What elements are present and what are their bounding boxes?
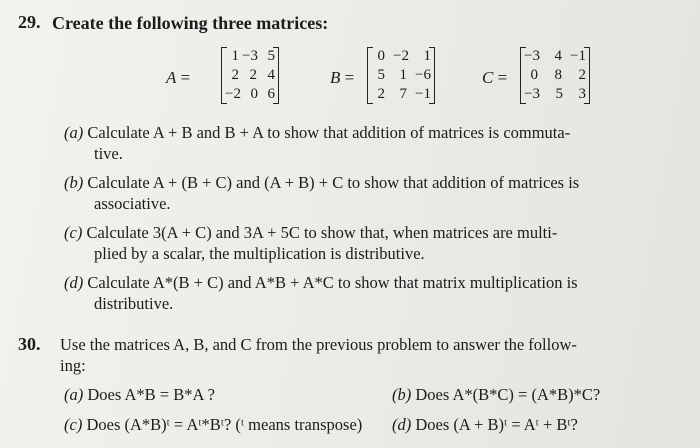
matrix-b-row-2: 5 1 −6: [377, 67, 431, 83]
question-30a: (a) Does A*B = B*A ?: [64, 385, 215, 404]
problem-30-intro: Use the matrices A, B, and C from the previous problem to answer the follow- ing:: [60, 335, 577, 375]
matrix-a-row-3: −2 0 6: [225, 86, 275, 102]
problem-30-number: 30.: [18, 334, 41, 354]
matrix-a-row-1: 1 −3 5: [231, 48, 275, 64]
matrix-a: [221, 47, 279, 104]
question-30d: (d) Does (A + B)ᵗ = Aᵗ + Bᵗ?: [392, 415, 578, 434]
question-30b: (b) Does A*(B*C) = (A*B)*C?: [392, 385, 601, 404]
problem-29-title: Create the following three matrices:: [52, 13, 329, 33]
matrix-c: [520, 47, 590, 104]
part-29c: (c) Calculate 3(A + C) and 3A + 5C to show that, when matrices are multi- plied by a scalar, the multiplication is distributive.: [64, 223, 558, 263]
question-30c: (c) Does (A*B)ᵗ = Aᵗ*Bᵗ? (ᵗ means transpose): [64, 415, 363, 434]
matrix-b-row-3: 2 7 −1: [377, 86, 431, 102]
matrix-c-row-3: −3 5 3: [524, 86, 586, 102]
part-29d: (d) Calculate A*(B + C) and A*B + A*C to show that matrix multiplication is distributive.: [64, 273, 578, 313]
matrix-b: [367, 47, 435, 104]
matrix-c-label: C =: [482, 68, 508, 87]
matrix-c-row-1: −3 4 −1: [524, 48, 586, 64]
matrix-b-label: B =: [330, 68, 355, 87]
part-29b: (b) Calculate A + (B + C) and (A + B) + C to show that addition of matrices is associative.: [64, 173, 580, 213]
part-29a: (a) Calculate A + B and B + A to show that addition of matrices is commuta- tive.: [64, 123, 571, 163]
matrix-a-label: A =: [166, 68, 191, 87]
matrix-c-row-2: 0 8 2: [530, 67, 586, 83]
matrix-a-row-2: 2 2 4: [231, 67, 275, 83]
matrix-b-row-1: 0 −2 1: [377, 48, 431, 64]
problem-29-number: 29.: [18, 12, 41, 32]
